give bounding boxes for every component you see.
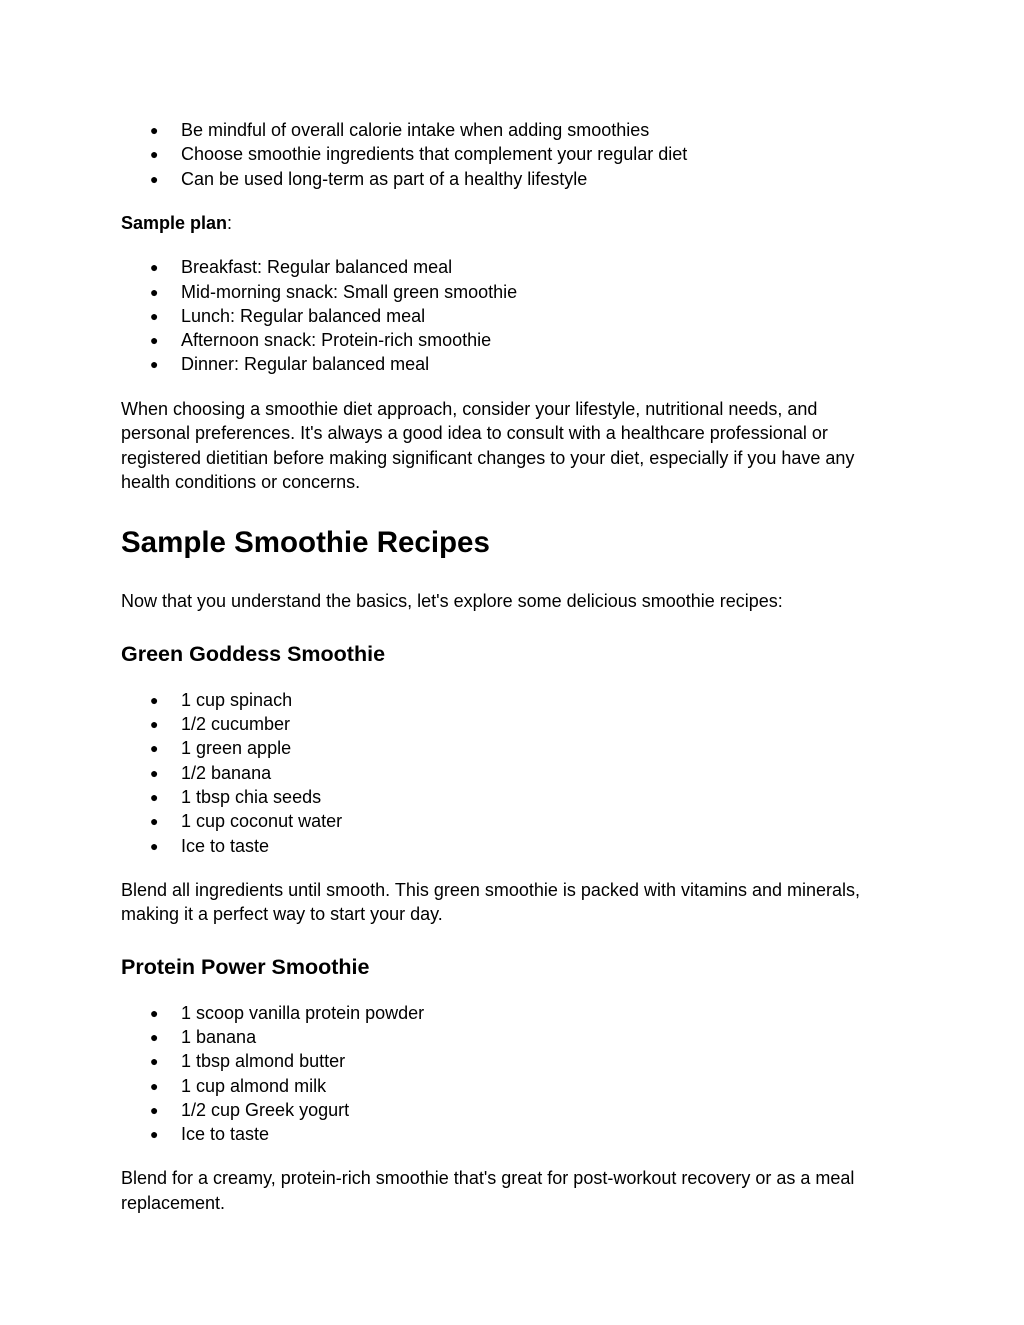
list-item <box>121 1122 891 1146</box>
list-item-text: Can be used long-term as part of a healthy lifestyle <box>181 168 588 189</box>
list-item <box>121 304 891 328</box>
list-item-text: Lunch: Regular balanced meal <box>181 305 426 326</box>
list-item-text: 1 scoop vanilla protein powder <box>181 1002 425 1023</box>
list-item-text: 1 cup almond milk <box>181 1075 327 1096</box>
list-item <box>121 118 891 142</box>
list-item-text: 1 cup coconut water <box>181 811 343 832</box>
list-item-text: 1 green apple <box>181 738 292 759</box>
list-item <box>121 712 891 736</box>
sample-plan-label: Sample plan: <box>121 212 233 233</box>
intro-bullet-list <box>121 118 891 191</box>
bullet-icon: ● <box>150 1053 159 1070</box>
list-item-text: 1 tbsp chia seeds <box>181 787 322 807</box>
closing-paragraph: When choosing a smoothie diet approach, consider your lifestyle, nutritional needs, and personal preferences. It's always a good idea to consult with a healthcare professional or registered dietitian before making significant changes to your diet, especially if you have any health conditions or concerns. <box>121 398 855 492</box>
list-item-text: 1 tbsp almond butter <box>181 1051 346 1072</box>
list-item <box>121 167 891 191</box>
list-item-text: Ice to taste <box>181 835 270 856</box>
list-item <box>121 328 891 352</box>
bullet-icon: ● <box>150 283 159 300</box>
list-item-text: 1/2 cup Greek yogurt <box>181 1099 350 1120</box>
recipe-instructions: Blend all ingredients until smooth. This green smoothie is packed with vitamins and minerals, making it a perfect way to start your day. <box>121 879 861 925</box>
ingredient-list <box>121 1001 891 1147</box>
list-item <box>121 736 891 760</box>
ingredient-list <box>121 688 891 858</box>
document-page <box>121 118 891 1215</box>
list-item <box>121 1001 891 1025</box>
list-item <box>121 1098 891 1122</box>
recipe-title: Green Goddess Smoothie <box>121 641 386 666</box>
bullet-icon: ● <box>150 170 159 187</box>
list-item-text: Ice to taste <box>181 1124 270 1145</box>
bullet-icon: ● <box>150 146 159 163</box>
list-item <box>121 1025 891 1049</box>
section-intro: Now that you understand the basics, let's explore some delicious smoothie recipes: <box>121 591 783 612</box>
bullet-icon: ● <box>150 764 159 781</box>
list-item-text: 1/2 banana <box>181 762 272 783</box>
recipe-title: Protein Power Smoothie <box>121 954 370 979</box>
list-item-text: Afternoon snack: Protein-rich smoothie <box>181 330 492 351</box>
list-item-text: Dinner: Regular balanced meal <box>181 354 430 375</box>
list-item <box>121 761 891 785</box>
list-item <box>121 142 891 166</box>
sample-plan-list <box>121 255 891 376</box>
bullet-icon: ● <box>150 332 159 349</box>
bullet-icon: ● <box>150 1029 159 1045</box>
bullet-icon: ● <box>150 813 159 830</box>
bullet-icon: ● <box>150 1101 159 1118</box>
bullet-icon: ● <box>150 1077 159 1094</box>
list-item <box>121 280 891 304</box>
list-item-text: Be mindful of overall calorie intake when adding smoothies <box>181 120 650 140</box>
bullet-icon: ● <box>150 307 159 324</box>
bullet-icon: ● <box>150 691 159 708</box>
list-item <box>121 1049 891 1073</box>
bullet-icon: ● <box>150 1004 159 1021</box>
list-item-text: Breakfast: Regular balanced meal <box>181 257 453 278</box>
bullet-icon: ● <box>150 122 159 138</box>
list-item-text: Choose smoothie ingredients that complement your regular diet <box>181 144 688 165</box>
list-item-text: 1 cup spinach <box>181 689 293 710</box>
list-item <box>121 809 891 833</box>
list-item <box>121 1074 891 1098</box>
bullet-icon: ● <box>150 356 159 373</box>
list-item-text: 1 banana <box>181 1027 257 1047</box>
bullet-icon: ● <box>150 259 159 276</box>
list-item <box>121 834 891 858</box>
list-item <box>121 688 891 712</box>
bullet-icon: ● <box>150 837 159 854</box>
section-heading: Sample Smoothie Recipes <box>121 526 490 560</box>
list-item-text: Mid-morning snack: Small green smoothie <box>181 281 518 302</box>
list-item <box>121 352 891 376</box>
bullet-icon: ● <box>150 716 159 733</box>
bullet-icon: ● <box>150 740 159 757</box>
list-item-text: 1/2 cucumber <box>181 714 291 735</box>
list-item <box>121 785 891 809</box>
bullet-icon: ● <box>150 1126 159 1143</box>
bullet-icon: ● <box>150 789 159 805</box>
recipe-instructions: Blend for a creamy, protein-rich smoothie that's great for post-workout recovery or as a meal replacement. <box>121 1168 855 1213</box>
list-item <box>121 255 891 279</box>
